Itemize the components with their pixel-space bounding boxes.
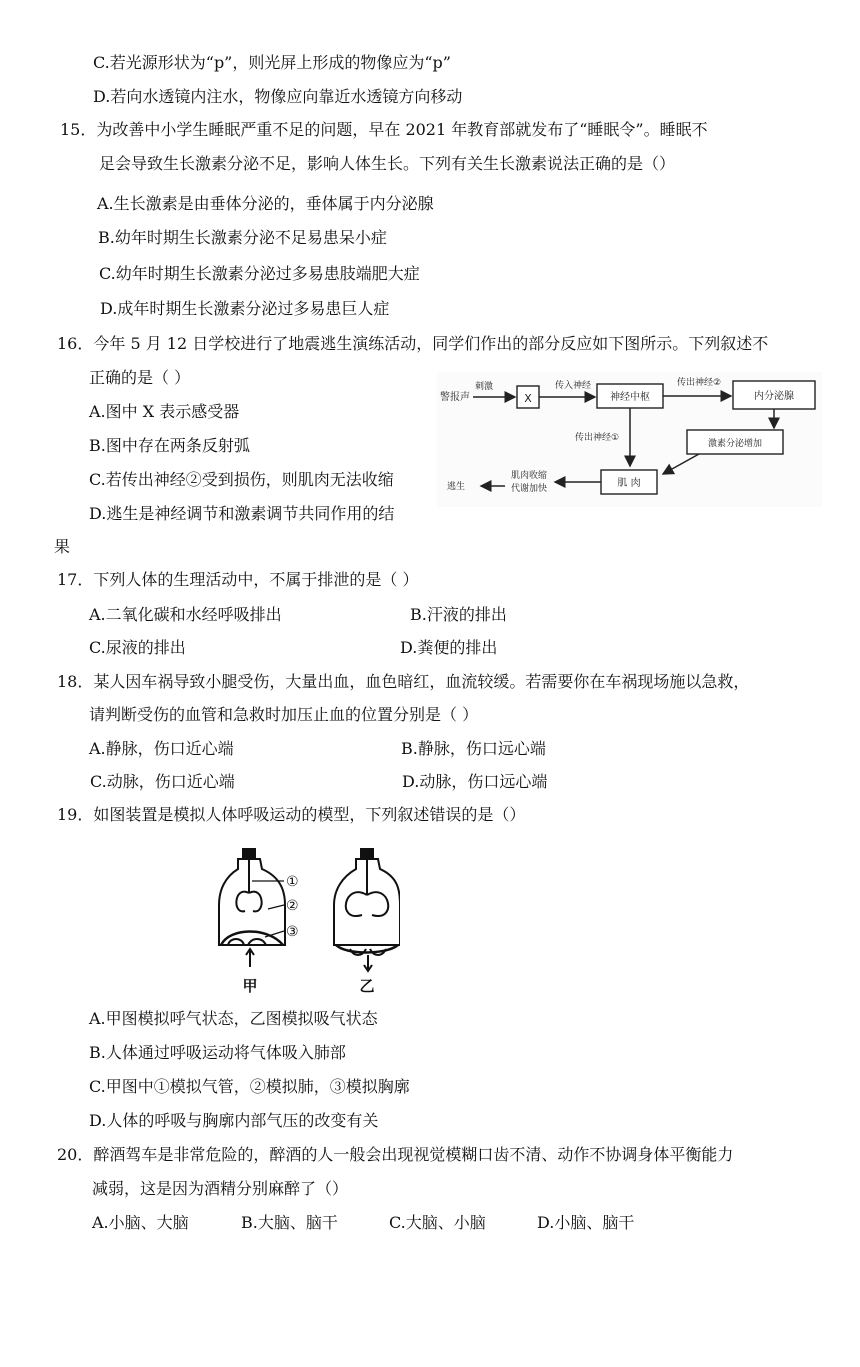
figure-label-yi: 乙 (359, 977, 375, 995)
diagram-stimulus-label: 刺激 (475, 382, 494, 392)
diagram-efferent2-label: 传出神经② (677, 378, 722, 388)
diagram-hormone-label: 激素分泌增加 (707, 439, 763, 449)
q16-option-d: D.逃生是神经调节和激素调节共同作用的结 (89, 504, 395, 523)
q16-option-b: B.图中存在两条反射弧 (89, 436, 250, 455)
q18-option-d: D.动脉，伤口远心端 (402, 772, 548, 791)
pointer-label-2 (268, 905, 284, 909)
q15-option-b: B.幼年时期生长激素分泌不足易患呆小症 (98, 228, 387, 247)
diagram-contract1-label: 肌肉收缩 (511, 471, 548, 481)
q15-option-d: D.成年时期生长激素分泌过多易患巨人症 (100, 299, 390, 318)
q15-stem-line2: 足会导致生长激素分泌不足，影响人体生长。下列有关生长激素说法正确的是（） (99, 154, 676, 173)
q20-stem-line1: 20．醉酒驾车是非常危险的，醉酒的人一般会出现视觉模糊口齿不清、动作不协调身体平衡能力 (57, 1145, 734, 1164)
diagram-endocrine-label: 内分泌腺 (754, 391, 794, 402)
q15-option-a: A.生长激素是由垂体分泌的，垂体属于内分泌腺 (97, 194, 434, 213)
q16-option-c: C.若传出神经②受到损伤，则肌肉无法收缩 (89, 470, 394, 489)
figure-label-1: ① (286, 874, 299, 890)
q16-option-d-wrap: 果 (54, 537, 71, 556)
q18-stem-line1: 18．某人因车祸导致小腿受伤，大量出血，血色暗红，血流较缓。若需要你在车祸现场施以急救， (57, 672, 750, 691)
diagram-escape-label: 逃生 (447, 482, 466, 492)
q16-stem-line1: 16．今年 5 月 12 日学校进行了地震逃生演练活动，同学们作出的部分反应如下图所示。下列叙述不 (57, 334, 769, 353)
q16-stem-line2: 正确的是（ ） (89, 368, 191, 387)
diagram-alarm-label: 警报声 (440, 392, 470, 403)
q18-option-a: A.静脉，伤口近心端 (89, 739, 234, 758)
q17-option-c: C.尿液的排出 (89, 638, 186, 657)
figure-label-2: ② (286, 898, 299, 914)
jar-yi (334, 849, 400, 971)
diagram-center-label: 神经中枢 (610, 392, 650, 403)
q17-option-a: A.二氧化碳和水经呼吸排出 (89, 605, 282, 624)
q20-stem-line2: 减弱，这是因为酒精分别麻醉了（） (92, 1179, 349, 1198)
diagram-afferent-label: 传入神经 (555, 381, 592, 391)
q14-option-d: D.若向水透镜内注水，物像应向靠近水透镜方向移动 (93, 87, 463, 106)
q19-option-c: C.甲图中①模拟气管，②模拟肺，③模拟胸廓 (89, 1077, 410, 1096)
diagram-efferent1-label: 传出神经① (575, 433, 620, 443)
q15-option-c: C.幼年时期生长激素分泌过多易患肢端肥大症 (99, 264, 420, 283)
q19-option-b: B.人体通过呼吸运动将气体吸入肺部 (89, 1043, 346, 1062)
q19-option-d: D.人体的呼吸与胸廓内部气压的改变有关 (89, 1111, 379, 1130)
q19-option-a: A.甲图模拟呼气状态，乙图模拟吸气状态 (89, 1009, 378, 1028)
q14-option-c: C.若光源形状为“p”，则光屏上形成的物像应为“p” (93, 53, 451, 72)
q17-option-d: D.粪便的排出 (400, 638, 498, 657)
figure-label-jia: 甲 (242, 977, 258, 995)
q19-stem: 19．如图装置是模拟人体呼吸运动的模型，下列叙述错误的是（） (57, 805, 526, 824)
q18-stem-line2: 请判断受伤的血管和急救时加压止血的位置分别是（ ） (89, 705, 479, 724)
diagram-x-label: X (524, 392, 532, 405)
q18-option-c: C.动脉，伤口近心端 (90, 772, 235, 791)
q20-option-b: B.大脑、脑干 (241, 1213, 338, 1232)
q20-option-a: A.小脑、大脑 (92, 1213, 189, 1232)
diagram-contract2-label: 代谢加快 (511, 484, 548, 494)
q15-stem-line1: 15．为改善中小学生睡眠严重不足的问题，早在 2021 年教育部就发布了“睡眠令”。睡眠不 (60, 120, 708, 139)
q20-option-c: C.大脑、小脑 (389, 1213, 486, 1232)
q20-option-d: D.小脑、脑干 (537, 1213, 635, 1232)
q18-option-b: B.静脉，伤口远心端 (401, 739, 546, 758)
q16-option-a: A.图中 X 表示感受器 (89, 402, 240, 421)
reflex-flow-diagram (437, 372, 822, 507)
breathing-model-figure (210, 845, 400, 995)
q17-option-b: B.汗液的排出 (410, 605, 507, 624)
figure-label-3: ③ (286, 924, 299, 940)
diagram-muscle-label: 肌 肉 (617, 478, 641, 489)
q17-stem: 17．下列人体的生理活动中，不属于排泄的是（ ） (57, 570, 419, 589)
jar-jia (219, 849, 285, 967)
